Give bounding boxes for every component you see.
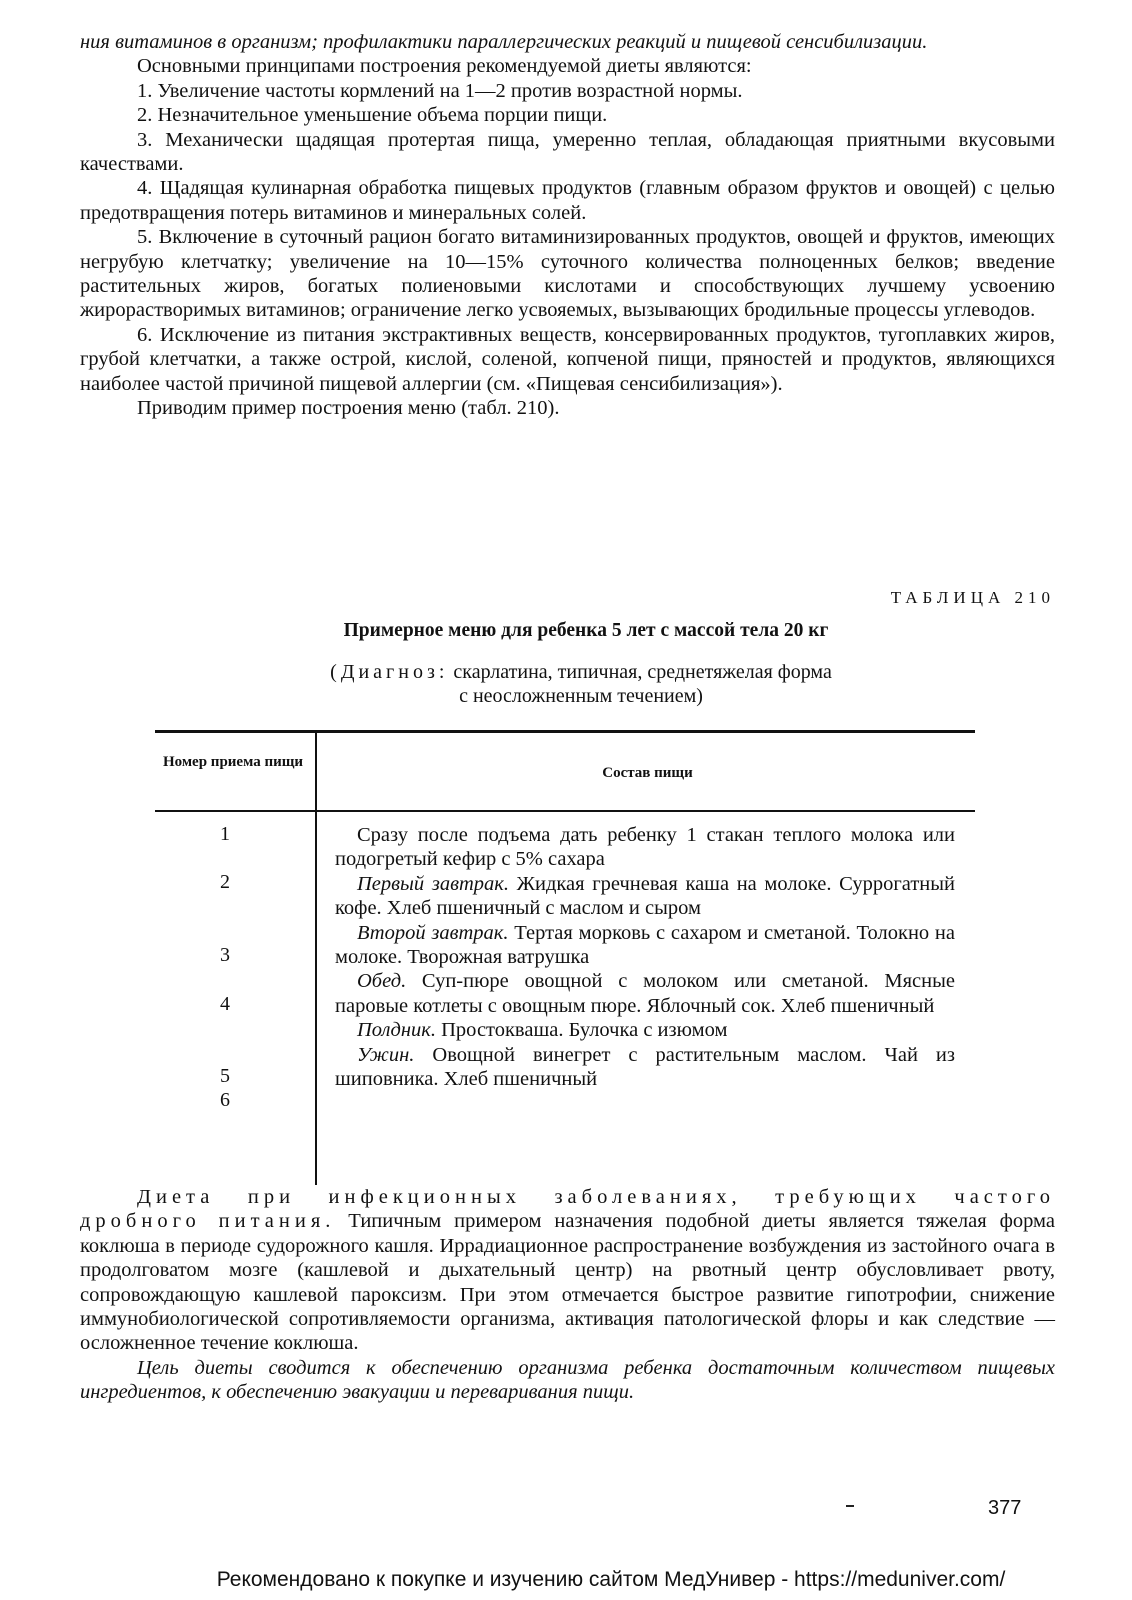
principle-item: 2. Незначительное уменьшение объема порции пищи. bbox=[137, 104, 608, 127]
food-text: Сразу после подъема дать ребенку 1 стакан теплого молока или подогретый кефир с 5% сахара bbox=[335, 824, 955, 871]
food-text: Суп-пюре овощной с молоком или сметаной. Мясные паровые котлеты с овощным пюре. Яблочный сок. Хлеб пшеничный bbox=[335, 970, 955, 1017]
table-subtitle bbox=[0, 660, 1132, 708]
principle-item: 1. Увеличение частоты кормлений на 1—2 против возрастной нормы. bbox=[137, 79, 743, 102]
meal-name: Второй завтрак. bbox=[357, 921, 509, 944]
subtitle-diagnosis-word: (Диагноз: bbox=[330, 661, 449, 683]
food-text: Тертая морковь с сахаром и сметаной. Толокно на молоке. Творожная ватрушка bbox=[335, 921, 956, 969]
meal-name: Ужин. bbox=[357, 1043, 415, 1066]
subtitle-line2: с неосложненным течением) bbox=[459, 685, 703, 707]
footer-watermark[interactable]: Рекомендовано к покупке и изучению сайтом МедУнивер - https://meduniver.com/ bbox=[216, 1568, 1006, 1591]
meal-name: Полдник. bbox=[357, 1019, 436, 1042]
table-number: ТАБЛИЦА 210 bbox=[890, 588, 1055, 607]
food-row bbox=[335, 1043, 955, 1092]
meal-name: Обед. bbox=[357, 970, 407, 993]
table-header-rule bbox=[155, 810, 975, 812]
table-top-rule bbox=[155, 730, 975, 733]
meal-number: 5 bbox=[220, 1065, 230, 1087]
section-body: Типичным примером назначения подобной диеты является тяжелая форма коклюша в периоде судорожного кашля. Иррадиационное распространение возбуждения из застойного очага в продолговатом мозге (кашлевой и дыхательный центр) на рвотный центр обусловливает рвоту, сопровождающую кашлевой пароксизм. При этом отмечается быстрое развитие гипотрофии, снижение иммунобиологической сопротивляемости организма, активация патологической флоры и как следствие — осложненное течение коклюша. bbox=[80, 1210, 1055, 1355]
column-header-food: Состав пищи bbox=[602, 765, 693, 781]
principles-intro: Основными принципами построения рекомендуемой диеты являются: bbox=[137, 55, 752, 78]
column-header-meal-number: Номер приема пищи bbox=[162, 754, 304, 770]
section-infectious-diet bbox=[80, 1185, 1055, 1405]
continued-paragraph: ния витаминов в организм; профилактики параллергических реакций и пищевой сенсибилизации. bbox=[80, 31, 928, 53]
meal-number: 2 bbox=[220, 871, 230, 893]
principle-item: 3. Механически щадящая протертая пища, умеренно теплая, обладающая приятными вкусовыми качествами. bbox=[80, 128, 1055, 176]
food-row bbox=[335, 1018, 955, 1042]
meal-number: 1 bbox=[220, 823, 230, 845]
food-row bbox=[335, 823, 955, 872]
food-row bbox=[335, 921, 955, 970]
table-title: Примерное меню для ребенка 5 лет с массой тела 20 кг bbox=[343, 620, 829, 641]
example-line: Приводим пример построения меню (табл. 210). bbox=[137, 397, 560, 420]
principle-item: 4. Щадящая кулинарная обработка пищевых продуктов (главным образом фруктов и овощей) с целью предотвращения потерь витаминов и минеральных солей. bbox=[80, 177, 1055, 224]
food-row bbox=[335, 872, 955, 921]
principle-item: 6. Исключение из питания экстрактивных веществ, консервированных продуктов, тугоплавких жиров, грубой клетчатки, а также острой, кислой, соленой, копченой пищи, пряностей и продуктов, являющихся наиболее частой причиной пищевой аллергии (см. «Пищевая сенсибилизация»). bbox=[80, 323, 1055, 395]
print-mark bbox=[846, 1505, 854, 1507]
main-text bbox=[80, 30, 1055, 421]
subtitle-text: скарлатина, типичная, среднетяжелая форма bbox=[453, 661, 832, 683]
food-text: Овощной винегрет с растительным маслом. Чай из шиповника. Хлеб пшеничный bbox=[335, 1043, 955, 1091]
section-paragraph bbox=[80, 1185, 1055, 1356]
food-column bbox=[335, 823, 955, 1091]
food-row bbox=[335, 969, 955, 1018]
page-number: 377 bbox=[988, 1497, 1022, 1519]
meal-number: 3 bbox=[220, 944, 230, 966]
principle-item: 5. Включение в суточный рацион богато витаминизированных продуктов, овощей и фруктов, имеющих негрубую клетчатку; увеличение на 10—15% суточного количества полноценных белков; введение растительных жиров, богатых полиеновыми кислотами и способствующих лучшему усвоению жирорастворимых витаминов; ограничение легко усвояемых, вызывающих бродильные процессы углеводов. bbox=[80, 226, 1055, 322]
diet-goal: Цель диеты сводится к обеспечению организма ребенка достаточным количеством пищевых ингредиентов, к обеспечению эвакуации и переваривания пищи. bbox=[80, 1356, 1055, 1404]
table-column-divider bbox=[315, 733, 317, 1185]
meal-number: 4 bbox=[220, 993, 230, 1015]
meal-name: Первый завтрак. bbox=[357, 872, 509, 895]
menu-table bbox=[155, 730, 975, 1185]
meal-number: 6 bbox=[220, 1089, 230, 1111]
food-text: Простокваша. Булочка с изюмом bbox=[436, 1019, 728, 1042]
food-text: Жидкая гречневая каша на молоке. Суррогатный кофе. Хлеб пшеничный с маслом и сыром bbox=[335, 872, 955, 920]
section-heading: Диета при инфекционных заболеваниях, требующих частого дробного питания. bbox=[80, 1186, 1055, 1233]
